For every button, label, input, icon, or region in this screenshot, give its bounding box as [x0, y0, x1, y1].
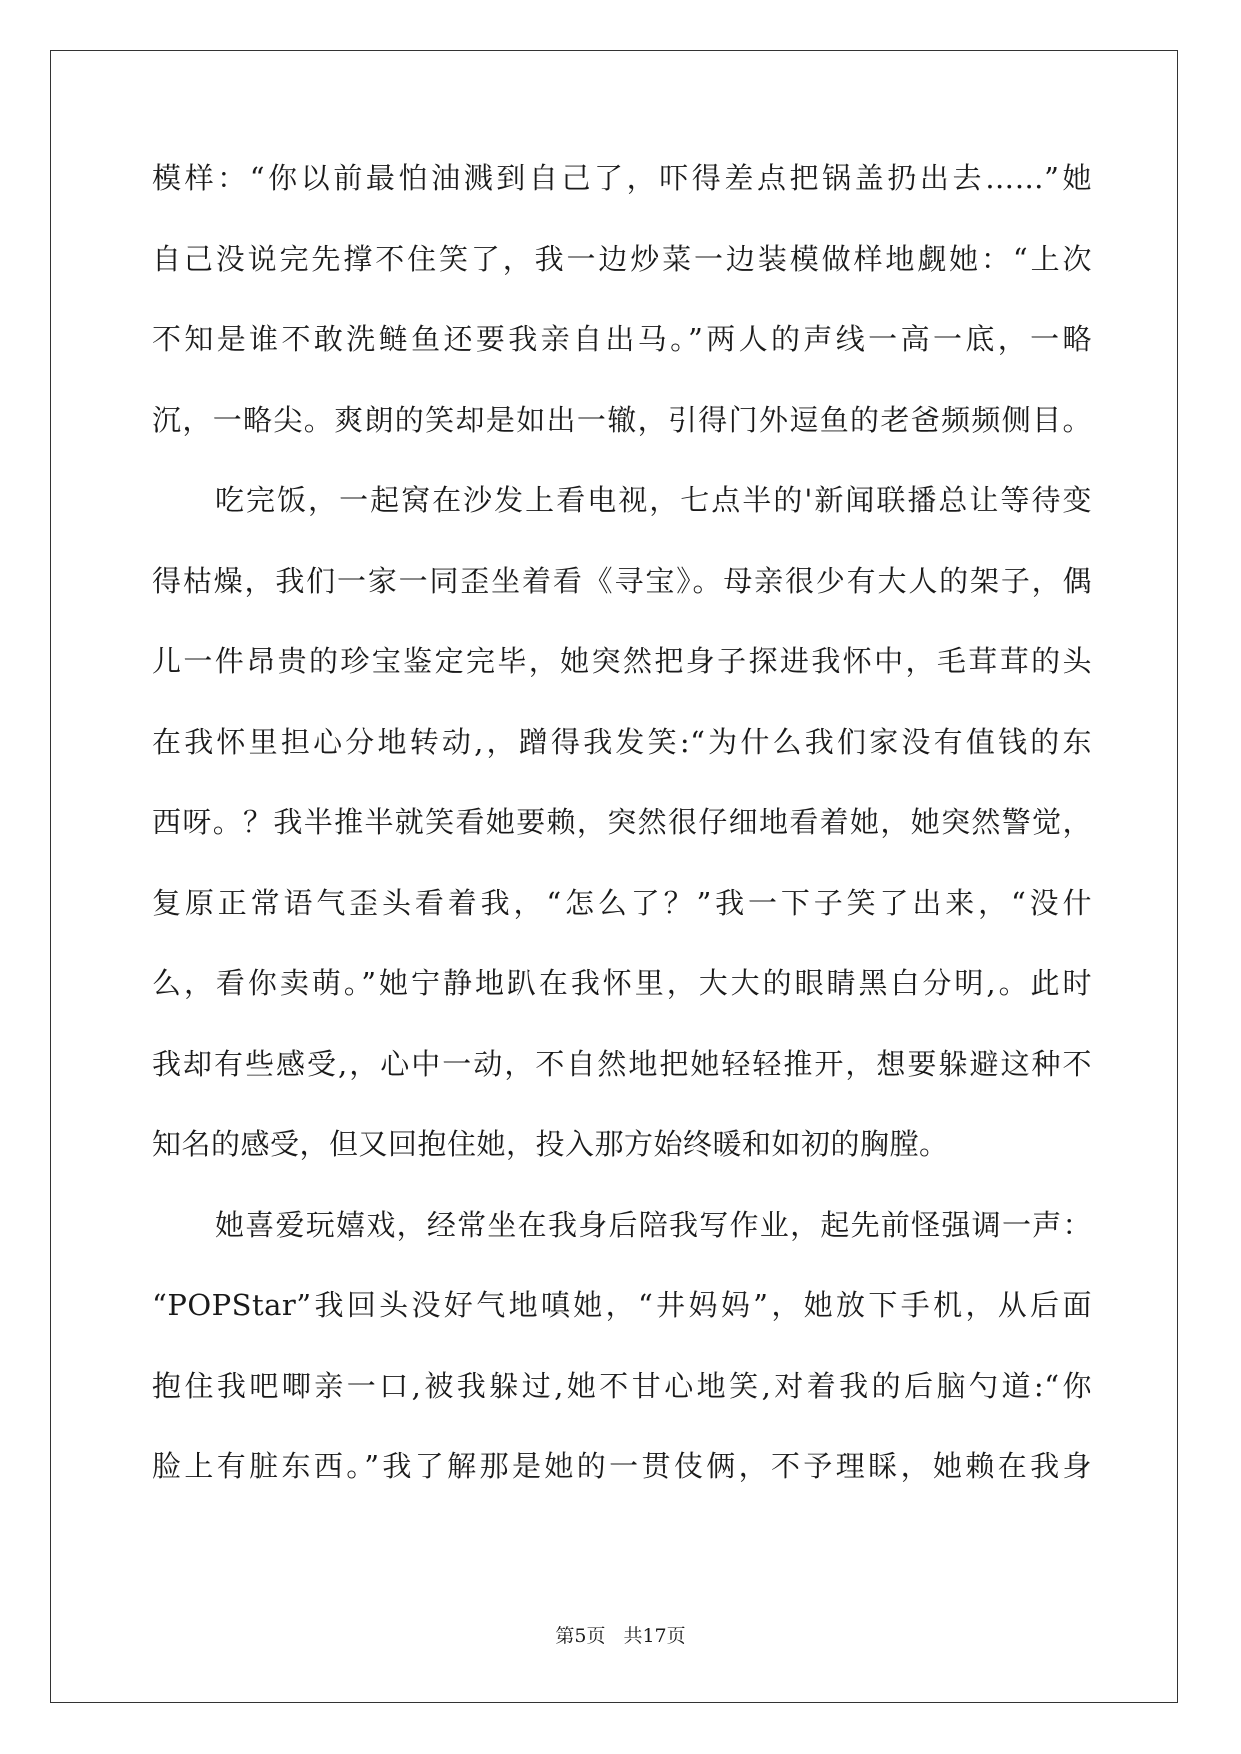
- page-footer: [0, 1621, 1241, 1648]
- text-line: 我却有些感受,，心中一动，不自然地把她轻轻推开，想要躲避这种不: [152, 1046, 1092, 1081]
- text-line: 吃完饭，一起窝在沙发上看电视，七点半的'新闻联播总让等待变: [215, 483, 1092, 517]
- page-number: 第5页: [555, 1625, 606, 1647]
- text-line: 知名的感受，但又回抱住她，投入那方始终暖和如初的胸膛。: [152, 1127, 949, 1161]
- text-line: 不知是谁不敢洗鲢鱼还要我亲自出马。”两人的声线一高一底，一略: [152, 322, 1092, 356]
- text-line: 复原正常语气歪头看着我，“怎么了？”我一下子笑了出来，“没什: [152, 885, 1092, 920]
- text-line: 她喜爱玩嬉戏，经常坐在我身后陪我写作业，起先前怪强调一声：: [215, 1207, 1092, 1242]
- paragraph-1: [152, 160, 1092, 482]
- page-total: 共17页: [623, 1625, 686, 1647]
- text-line: 得枯燥，我们一家一同歪坐着看《寻宝》。母亲很少有大人的架子，偶: [152, 563, 1092, 598]
- text-line: 么，看你卖萌。”她宁静地趴在我怀里，大大的眼睛黑白分明,。此时: [152, 966, 1092, 1000]
- paragraph-2: [152, 482, 1092, 1207]
- text-line: 脸上有脏东西。”我了解那是她的一贯伎俩，不予理睬，她赖在我身: [152, 1449, 1092, 1483]
- text-line: 自己没说完先撑不住笑了，我一边炒菜一边装模做样地觑她：“上次: [152, 241, 1092, 276]
- text-line: 西呀。？我半推半就笑看她要赖，突然很仔细地看着她，她突然警觉，: [152, 805, 1092, 839]
- paragraph-3: [152, 1207, 1092, 1529]
- text-line: “POPStar”我回头没好气地嗔她，“井妈妈”，她放下手机，从后面: [152, 1288, 1092, 1322]
- text-line: 模样：“你以前最怕油溅到自己了，吓得差点把锅盖扔出去……”她: [152, 161, 1092, 195]
- text-line: 抱住我吧唧亲一口,被我躲过,她不甘心地笑,对着我的后脑勺道:“你: [152, 1368, 1092, 1403]
- text-line: 儿一件昂贵的珍宝鉴定完毕，她突然把身子探进我怀中，毛茸茸的头: [152, 644, 1092, 678]
- document-body: [152, 160, 1092, 1529]
- text-line: 在我怀里担心分地转动,，蹭得我发笑:“为什么我们家没有值钱的东: [152, 724, 1092, 759]
- text-line: 沉，一略尖。爽朗的笑却是如出一辙，引得门外逗鱼的老爸频频侧目。: [152, 402, 1092, 437]
